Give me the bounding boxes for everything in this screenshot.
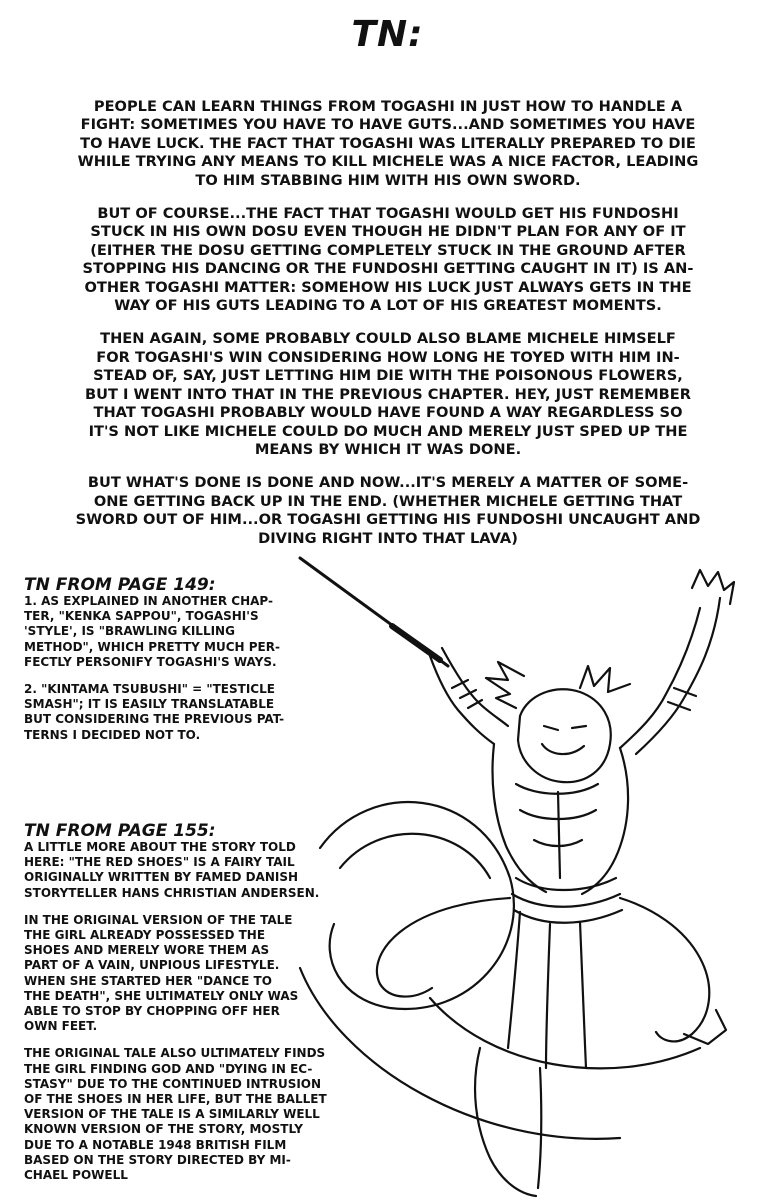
section-heading: TN FROM PAGE 149: [24, 575, 216, 595]
note: THE ORIGINAL TALE ALSO ULTIMATELY FINDS THE GIRL FINDING GOD AND "DYING IN EC- STASY" DUE TO THE CONTINUED INTRUSION OF THE SHOES IN HER LIFE, BUT THE BALLET VERSION OF THE TALE IS A SIMILARLY WELL KNOWN VERSION OF THE STORY, MOSTLY DUE TO A NOTABLE 1948 BRITISH FILM BASED ON THE STORY DIRECTED BY MI- CHAEL POWELL [24, 1046, 327, 1183]
translator-notes-body [52, 98, 724, 563]
note: A LITTLE MORE ABOUT THE STORY TOLD HERE: "THE RED SHOES" IS A FAIRY TAIL ORIGINALLY WRITTEN BY FAMED DANISH STORYTELLER HANS CHRISTIAN ANDERSEN. [24, 840, 320, 900]
paragraph: BUT OF COURSE...THE FACT THAT TOGASHI WOULD GET HIS FUNDOSHI STUCK IN HIS OWN DOSU EVEN THOUGH HE DIDN'T PLAN FOR ANY OF IT (EITHER THE DOSU GETTING COMPLETELY STUCK IN THE GROUND AFTER STOPPING HIS DANCING OR THE FUNDOSHI GETTING CAUGHT IN IT) IS AN- OTHER TOGASHI MATTER: SOMEHOW HIS LUCK JUST ALWAYS GETS IN THE WAY OF HIS GUTS LEADING TO A LOT OF HIS GREATEST MOMENTS. [82, 205, 694, 315]
paragraph: THEN AGAIN, SOME PROBABLY COULD ALSO BLAME MICHELE HIMSELF FOR TOGASHI'S WIN CONSIDERING HOW LONG HE TOYED WITH HIM IN- STEAD OF, SAY, JUST LETTING HIM DIE WITH THE POISONOUS FLOWERS, BUT I WENT INTO THAT IN THE PREVIOUS CHAPTER. HEY, JUST REMEMBER THAT TOGASHI PROBABLY WOULD HAVE FOUND A WAY REGARDLESS SO IT'S NOT LIKE MICHELE COULD DO MUCH AND MERELY JUST SPED UP THE MEANS BY WHICH IT WAS DONE. [84, 330, 691, 458]
note: 2. "KINTAMA TSUBUSHI" = "TESTICLE SMASH"; IT IS EASILY TRANSLATABLE BUT CONSIDERING THE PREVIOUS PAT- TERNS I DECIDED NOT TO. [24, 682, 285, 742]
tn-from-page-155 [24, 822, 364, 1195]
paragraph: PEOPLE CAN LEARN THINGS FROM TOGASHI IN JUST HOW TO HANDLE A FIGHT: SOMETIMES YOU HAVE TO HAVE GUTS...AND SOMETIMES YOU HAVE TO HAVE LUCK. THE FACT THAT TOGASHI WAS LITERALLY PREPARED TO DIE WHILE TRYING ANY MEANS TO KILL MICHELE WAS A NICE FACTOR, LEADING TO HIM STABBING HIM WITH HIS OWN SWORD. [77, 98, 699, 189]
page-title: TN: [351, 14, 424, 55]
note: 1. AS EXPLAINED IN ANOTHER CHAP- TER, "KENKA SAPPOU", TOGASHI'S 'STYLE', IS "BRAWLING KILLING METHOD", WHICH PRETTY MUCH PER- FECTLY PERSONIFY TOGASHI'S WAYS. [24, 594, 280, 669]
tn-from-page-149 [24, 576, 364, 755]
note: IN THE ORIGINAL VERSION OF THE TALE THE GIRL ALREADY POSSESSED THE SHOES AND MERELY WORE THEM AS PART OF A VAIN, UNPIOUS LIFESTYLE. WHEN SHE STARTED HER "DANCE TO THE DEATH", SHE ULTIMATELY ONLY WAS ABLE TO STOP BY CHOPPING OFF HER OWN FEET. [24, 912, 299, 1034]
section-heading: TN FROM PAGE 155: [24, 821, 216, 841]
paragraph: BUT WHAT'S DONE IS DONE AND NOW...IT'S MERELY A MATTER OF SOME- ONE GETTING BACK UP IN THE END. (WHETHER MICHELE GETTING THAT SWORD OUT OF HIM...OR TOGASHI GETTING HIS FUNDOSHI UNCAUGHT AND DIVING RIGHT INTO THAT LAVA) [75, 474, 701, 547]
